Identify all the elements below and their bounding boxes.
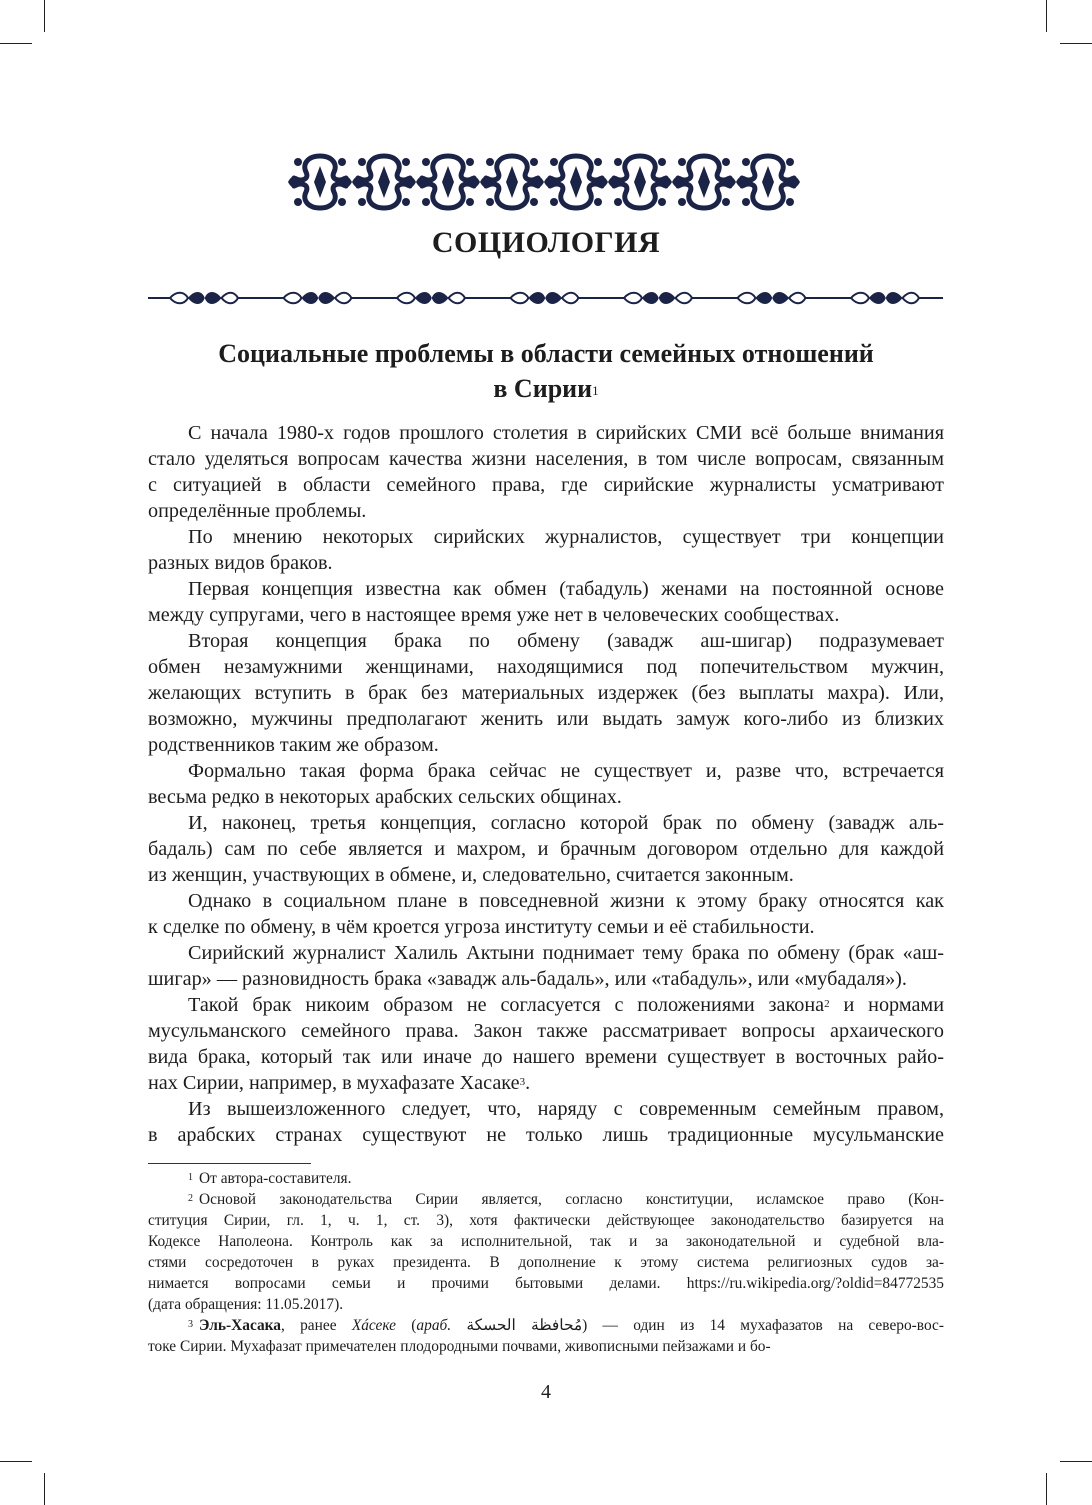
body-line: обмен незамужними женщинами, находящимися под попечительством мужчин, [148,656,944,678]
body-line: из женщин, участвующих в обмене, и, следовательно, считается законным. [148,864,794,886]
footnote-line: (дата обращения: 11.05.2017). [148,1296,344,1313]
body-line: желающих вступить в брак без материальных издержек (без выплаты махра). Или, [148,682,944,704]
body-line: Сирийский журналист Халиль Актыни поднимает тему брака по обмену (брак «аш- [188,942,944,964]
ornament-divider [148,290,943,306]
body-line: с ситуацией в области семейного права, где сирийские журналисты усматривают [148,474,944,496]
body-line: разных видов браков. [148,552,333,574]
crop-mark [0,1461,32,1462]
article-title-line1: Социальные проблемы в области семейных отношений [218,339,874,368]
footnote-term: Эль-Хасака [199,1317,281,1334]
body-line: мусульманского семейного права. Закон также рассматривает вопросы архаического [148,1020,944,1042]
footnote-mark: 1 [188,1172,193,1183]
body-line: к сделке по обмену, в чём кроется угроза институту семьи и её стабильности. [148,916,815,938]
body-line: Из вышеизложенного следует, что, наряду с современным семейным правом, [188,1098,944,1120]
crop-mark [44,1473,45,1505]
body-line: стало уделяться вопросам качества жизни населения, в том числе вопросам, связанным [148,448,944,470]
crop-mark [1060,43,1092,44]
footnote-mark: 2 [188,1193,193,1204]
crop-mark [1046,1473,1047,1505]
footnote-line [148,1315,944,1336]
footnote-lang: араб. [416,1317,452,1334]
footnote-term-old: Хáсеке [351,1317,397,1334]
body-line: родственников таким же образом. [148,734,439,756]
footnote-line: ституция Сирии, гл. 1, ч. 1, ст. 3), хотя фактически действующее законодательство базируется на [148,1212,944,1229]
footnote-2 [148,1189,944,1315]
footnote-text: ( [396,1317,417,1334]
crop-mark [1046,0,1047,32]
body-line: Формально такая форма брака сейчас не существует и, разве что, встречается [188,760,944,782]
body-text: и нормами [829,994,945,1016]
body-line: С начала 1980-х годов прошлого столетия в сирийских СМИ всё больше внимания [188,422,944,444]
crop-mark [0,43,32,44]
crop-mark [1060,1461,1092,1462]
section-title: СОЦИОЛОГИЯ [431,226,661,259]
body-text: . [525,1072,531,1094]
body-line: определённые проблемы. [148,500,367,522]
article-title [150,336,942,406]
ornament-banner [288,152,800,212]
footnote-line: нимается вопросами семьи и прочими бытовыми делами. https://ru.wikipedia.org/?oldid=84772535 [148,1275,944,1292]
article-title-line2: в Сирии [493,374,593,403]
body-line: шигар» — разновидность брака «завадж аль-бадаль», или «табадуль», или «мубадаля»). [148,968,907,990]
footnote-line: Кодексе Наполеона. Контроль как за исполнительной, так и за законодательной и судебной вла- [148,1233,944,1250]
body-line: По мнению некоторых сирийских журналистов, существует три концепции [188,526,944,548]
page-number: 4 [541,1381,551,1403]
crop-mark [44,0,45,32]
body-line [148,1070,944,1096]
body-line: И, наконец, третья концепция, согласно которой брак по обмену (завадж аль- [188,812,944,834]
footnote-ref[interactable]: 3 [519,1076,526,1088]
body-line: Однако в социальном плане в повседневной жизни к этому браку относятся как [188,890,944,912]
footnote-line: стями сосредоточен в руках президента. В дополнение к этому система религиозных судов за- [148,1254,944,1271]
body-line: весьма редко в некоторых арабских сельских общинах. [148,786,622,808]
body-line: в арабских странах существуют не только лишь традиционные мусульманские [148,1124,944,1146]
article-body [148,420,944,1148]
footnote-text: Основой законодательства Сирии является, согласно конституции, исламское право (Кон- [199,1191,944,1208]
footnote-3 [148,1315,944,1357]
footnote-text: ) — один из 14 мухафазатов на северо-вос- [582,1317,944,1334]
body-line: между супругами, чего в настоящее время уже нет в человеческих сообществах. [148,604,840,626]
body-text: Такой брак никоим образом не согласуется с положениями закона [188,994,825,1016]
footnote-text: От автора-составителя. [199,1170,352,1187]
footnotes [148,1168,944,1357]
footnote-separator [148,1163,311,1164]
footnote-mark: 3 [188,1319,193,1330]
body-line [148,992,944,1018]
body-line: Первая концепция известна как обмен (табадуль) женами на постоянной основе [188,578,944,600]
footnote-1 [148,1168,944,1189]
footnote-text: , ранее [281,1317,352,1334]
footnote-line [148,1189,944,1210]
body-line: возможно, мужчины предполагают женить или выдать замуж кого-либо из близких [148,708,944,730]
footnote-arabic: مُحافظة الحسكة [466,1317,583,1334]
footnote-ref[interactable]: 1 [592,383,599,398]
body-text: нах Сирии, например, в мухафазате Хасаке [148,1072,520,1094]
body-line: вида брака, который так или иначе до нашего времени существует в восточных райо- [148,1046,944,1068]
body-line: бадаль) сам по себе является и махром, и брачным договором отдельно для каждой [148,838,944,860]
body-line: Вторая концепция брака по обмену (завадж аш-шигар) подразумевает [188,630,944,652]
footnote-line: токе Сирии. Мухафазат примечателен плодородными почвами, живописными пейзажами и бо- [148,1338,771,1355]
footnote-ref[interactable]: 2 [824,998,830,1010]
